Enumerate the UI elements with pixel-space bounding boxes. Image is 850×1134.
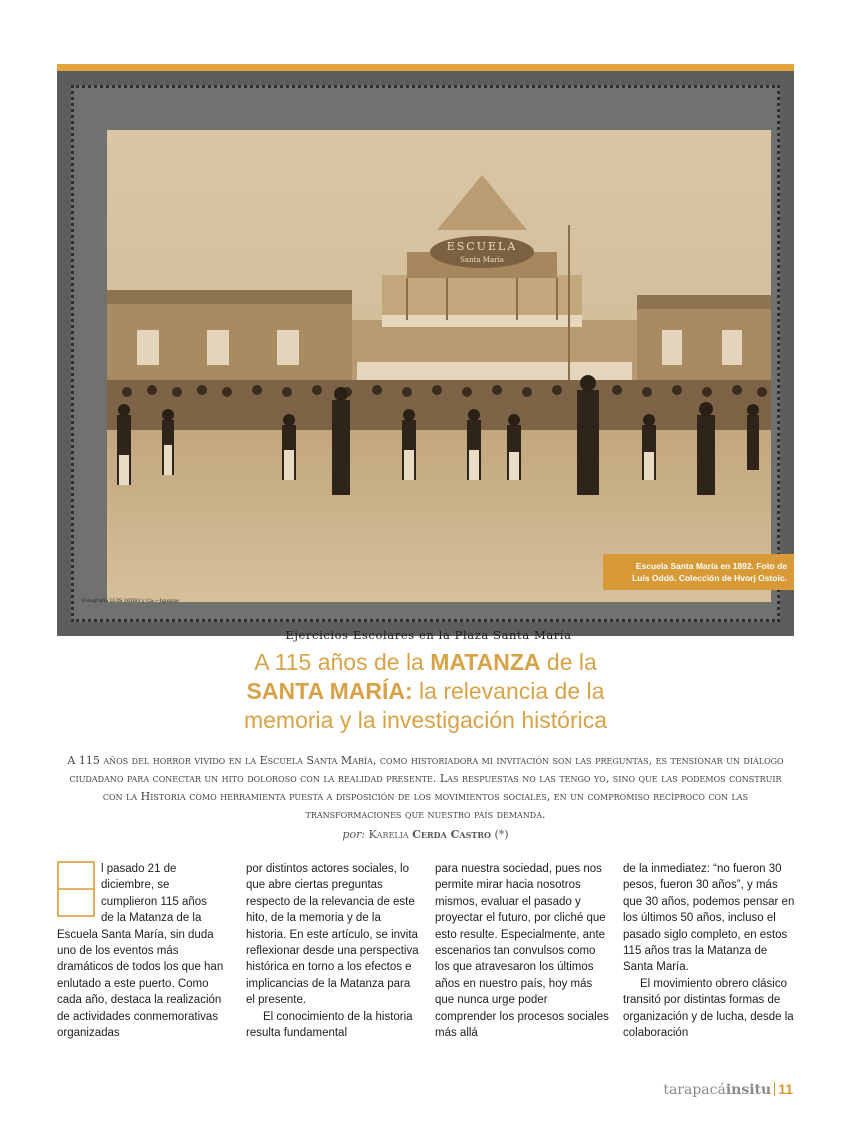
col1-line-1: l pasado 21 de [101,863,177,875]
studio-credit: Fotografía LUIS ODDO y Ca.—Iquique [82,598,180,604]
sepia-photograph [107,130,771,602]
photo-mat [71,85,780,642]
col1-paragraph [57,861,233,1041]
headline-part1: A 115 años de la [254,649,431,675]
page-number: 11 [778,1081,793,1097]
col1-line-3: cumplieron 115 años [101,895,207,908]
headline-emphasis-santa-maria: SANTA MARÍA: [246,678,413,704]
author-first-name: Karelia [368,828,413,841]
col4-paragraph-1: de la inmediatez: “no fueron 30 pesos, fueron 30 años”, y más que 30 años, podemos pensar en los últimos 50 años, incluso el pasado siglo completo, en estos 115 años tras la Matanza de Santa María. [623,863,795,974]
school-yard-illustration [107,130,771,602]
lead-paragraph: A 115 años del horror vivido en la Escuela Santa María, como historiadora mi invitación son las preguntas, es tensionar un diálogo ciudadano para conectar un hito doloroso con la realidad presente. Las respuestas no las tengo yo, sino que las podemos construir con la Historia como herramienta puesta a disposición de los movimientos sociales, en un compromiso recíproco con las transformaciones que nuestro país demanda. [67,754,784,821]
photo-credit-line1: Escuela Santa María en 1892. Foto de [635,561,787,571]
footer-separator [774,1082,775,1096]
text-column-1 [57,861,233,1041]
text-column-4 [623,861,799,1041]
historical-photo [57,71,794,642]
headline-part6: memoria y la investigación histórica [243,707,608,733]
col1-rest: Escuela Santa María, sin duda uno de los eventos más dramáticos de todos los que han enlutado a este puerto. Como cada año, destaca la realización de actividades conmemorativas organizadas [57,928,224,1040]
photo-credit-line2: Luis Oddó. Colección de Hvorj Ostoic. [632,573,787,583]
byline [57,828,794,841]
magazine-brand [663,1082,771,1098]
school-sign-line1: ESCUELA [446,240,518,253]
school-sign-line2: Santa María [460,256,504,264]
col2-paragraph-2: El conocimiento de la historia resulta fundamental [246,1010,413,1040]
brand-part-b: insitu [725,1082,772,1098]
col1-line-2: diciembre, se [101,879,170,892]
photo-credit-box [603,554,794,590]
col1-line-4: de la Matanza de la [101,912,202,925]
author-name [369,828,491,841]
text-column-2 [246,861,422,1041]
col4-paragraph-2: El movimiento obrero clásico transitó por distintas formas de organización y de lucha, desde la colaboración [623,977,794,1040]
col3-paragraph-1: para nuestra sociedad, pues nos permite mirar hacia nosotros mismos, evaluar el pasado y proyectar el futuro, por cliché que esto resulte. Especialmente, ante escenarios tan convulsos como los que atravesaron los últimos años en nuestro país, hoy más que nunca urge poder comprender los procesos sociales más allá [435,863,609,1040]
headline-part5: la relevancia de la [412,678,605,704]
byline-por: por: [342,828,366,841]
author-note-mark: (*) [490,828,509,841]
headline-emphasis-matanza: MATANZA [430,649,541,675]
top-accent-rule [57,64,794,71]
author-surnames: Cerda Castro [412,828,491,841]
frame-caption: Ejercicios Escolares en la Plaza Santa María [285,628,572,642]
article-headline [57,648,794,735]
brand-part-a: tarapacá [663,1082,726,1098]
text-column-3 [435,861,611,1041]
col2-paragraph-1: por distintos actores sociales, lo que abre ciertas preguntas respecto de la relevancia de este hito, de la memoria y de la historia. En este artículo, se invita reflexionar desde una perspectiva histórica en torno a los efectos e implicancias de la Matanza para el presente. [246,863,419,1007]
headline-part3: de la [540,649,597,675]
page-footer [663,1081,793,1098]
